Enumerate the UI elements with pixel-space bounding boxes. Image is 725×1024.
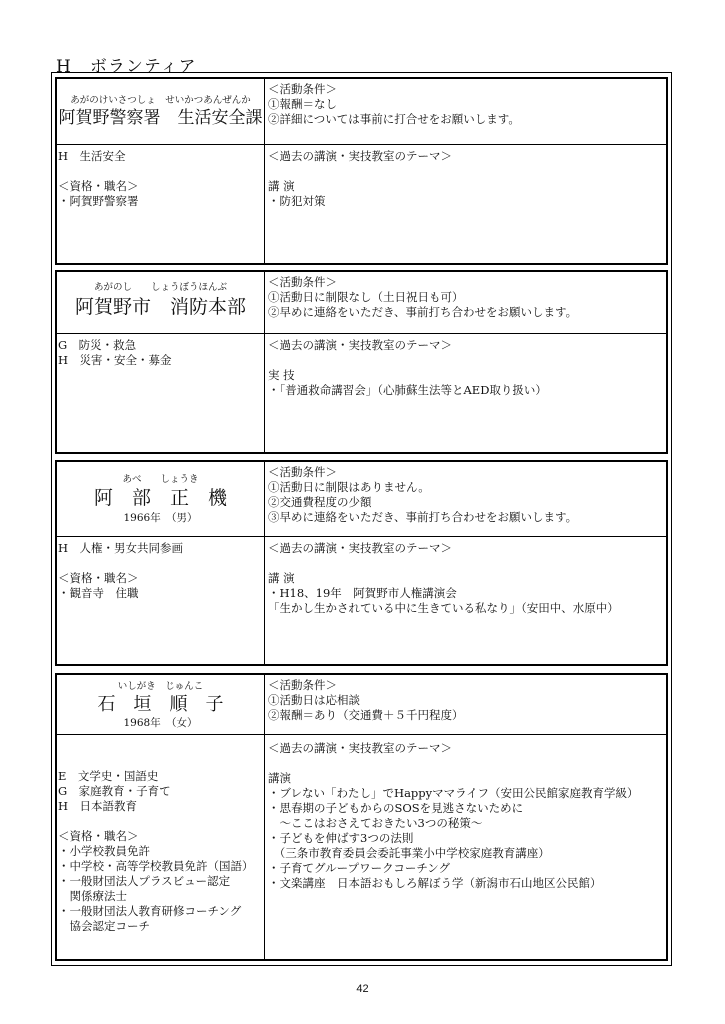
categories-cell [57,145,265,263]
theme-line: ・「普通救命講習会」（心肺蘇生法等とAED取り扱い） [268,383,547,397]
entry-police [55,77,668,265]
themes-heading: ＜過去の講演・実技教室のテーマ＞ [268,338,452,352]
theme-line: ・防犯対策 [268,194,326,208]
entry-name: 阿 部 正 機 [93,487,227,509]
entry-detail-row [57,537,666,664]
category-line: H 災害・安全・募金 [58,353,172,367]
conditions-heading: ＜活動条件＞ [268,82,337,96]
qualification-line: ・一般財団法人プラスビュー認定 [58,874,231,888]
entry-name-cell [57,675,265,734]
condition-line: ②報酬＝あり（交通費＋５千円程度） [268,708,464,722]
furigana: いしがき じゅんこ [117,681,204,692]
category-line: H 日本語教育 [58,799,138,813]
theme-line: ～ここはおさえておきたい3つの秘策～ [268,816,483,830]
entry-header-row [57,79,666,145]
furigana: あがのけいさつしょ せいかつあんぜんか [70,95,251,106]
condition-line: ①活動日に制限なし（土日祝日も可） [268,290,464,304]
qualifications-heading: ＜資格・職名＞ [58,179,139,193]
qualification-line: ・中学校・高等学校教員免許（国語） [58,859,254,873]
entry-name: 阿賀野市 消防本部 [74,296,246,318]
conditions-cell [265,462,666,536]
qualification-line: ・一般財団法人教育研修コーチング [58,904,242,918]
entry-fire-dept [55,270,668,454]
entry-detail-row [57,145,666,263]
theme-line: ・子どもを伸ばす3つの法則 [268,831,414,845]
categories-cell [57,334,265,452]
conditions-cell [265,79,666,144]
categories-cell [57,537,265,664]
conditions-heading: ＜活動条件＞ [268,465,337,479]
theme-line: 講演 [268,771,291,785]
category-line: H 生活安全 [58,149,126,163]
birth-year: 1966年 （男） [123,512,198,524]
themes-cell [265,537,666,664]
condition-line: ②詳細については事前に打合せをお願いします。 [268,112,520,126]
qualification-line: 関係療法士 [58,889,127,903]
conditions-heading: ＜活動条件＞ [268,275,337,289]
qualifications-heading: ＜資格・職名＞ [58,571,139,585]
condition-line: ③早めに連絡をいただき、事前打ち合わせをお願いします。 [268,510,578,524]
category-line: H 人権・男女共同参画 [58,541,184,555]
theme-line: （三条市教育委員会委託事業小中学校家庭教育講座） [268,846,550,860]
condition-line: ①活動日に制限はありません。 [268,480,430,494]
theme-line: ・子育てグループワークコーチング [268,861,451,875]
entry-name-cell [57,79,265,144]
entry-detail-row [57,334,666,452]
entry-name-cell [57,272,265,333]
themes-heading: ＜過去の講演・実技教室のテーマ＞ [268,741,452,755]
category-line: E 文学史・国語史 [58,769,159,783]
category-line: G 防災・救急 [58,338,137,352]
conditions-cell [265,272,666,333]
entry-name: 阿賀野警察署 生活安全課 [58,108,263,128]
qualification-line: ・小学校教員免許 [58,844,150,858]
entry-ishigaki [55,673,668,961]
birth-year: 1968年 （女） [123,717,198,729]
theme-line: 講 演 [268,571,295,585]
entry-name-cell [57,462,265,536]
theme-line: ・文楽講座 日本語おもしろ解ぼう学（新潟市石山地区公民館） [268,876,602,890]
themes-cell [265,334,666,452]
condition-line: ②交通費程度の少額 [268,495,372,509]
qualifications-heading: ＜資格・職名＞ [58,829,139,843]
condition-line: ①活動日は応相談 [268,693,360,707]
themes-heading: ＜過去の講演・実技教室のテーマ＞ [268,149,452,163]
conditions-cell [265,675,666,734]
entry-header-row [57,272,666,334]
entry-header-row [57,675,666,735]
condition-line: ①報酬＝なし [268,97,337,111]
entry-detail-row [57,735,666,959]
themes-heading: ＜過去の講演・実技教室のテーマ＞ [268,541,452,555]
theme-line: ・ブレない「わたし」でHappyママライフ（安田公民館家庭教育学級） [268,786,639,800]
entry-abe [55,460,668,666]
categories-cell [57,735,265,959]
theme-line: ・思春期の子どもからのSOSを見逃さないために [268,801,524,815]
qualification-line: ・観音寺 住職 [58,586,139,600]
entry-header-row [57,462,666,537]
qualification-line: ・阿賀野警察署 [58,194,139,208]
themes-cell [265,145,666,263]
page-number: 42 [356,983,369,995]
qualification-line: 協会認定コーチ [58,919,150,933]
theme-line: ・H18、19年 阿賀野市人権講演会 [268,586,457,600]
condition-line: ②早めに連絡をいただき、事前打ち合わせをお願いします。 [268,305,578,319]
theme-line: 講 演 [268,179,295,193]
category-line: G 家庭教育・子育て [58,784,171,798]
themes-cell [265,735,666,959]
furigana: あべ しょうき [122,474,199,485]
entry-name: 石 垣 順 子 [97,694,224,715]
section-title: H ボランティア [56,57,197,77]
furigana: あがのし しょうぼうほんぶ [93,282,227,293]
conditions-heading: ＜活動条件＞ [268,678,337,692]
theme-line: 実 技 [268,368,295,382]
theme-line: 「生かし生かされている中に生きている私なり」（安田中、水原中） [268,601,619,615]
